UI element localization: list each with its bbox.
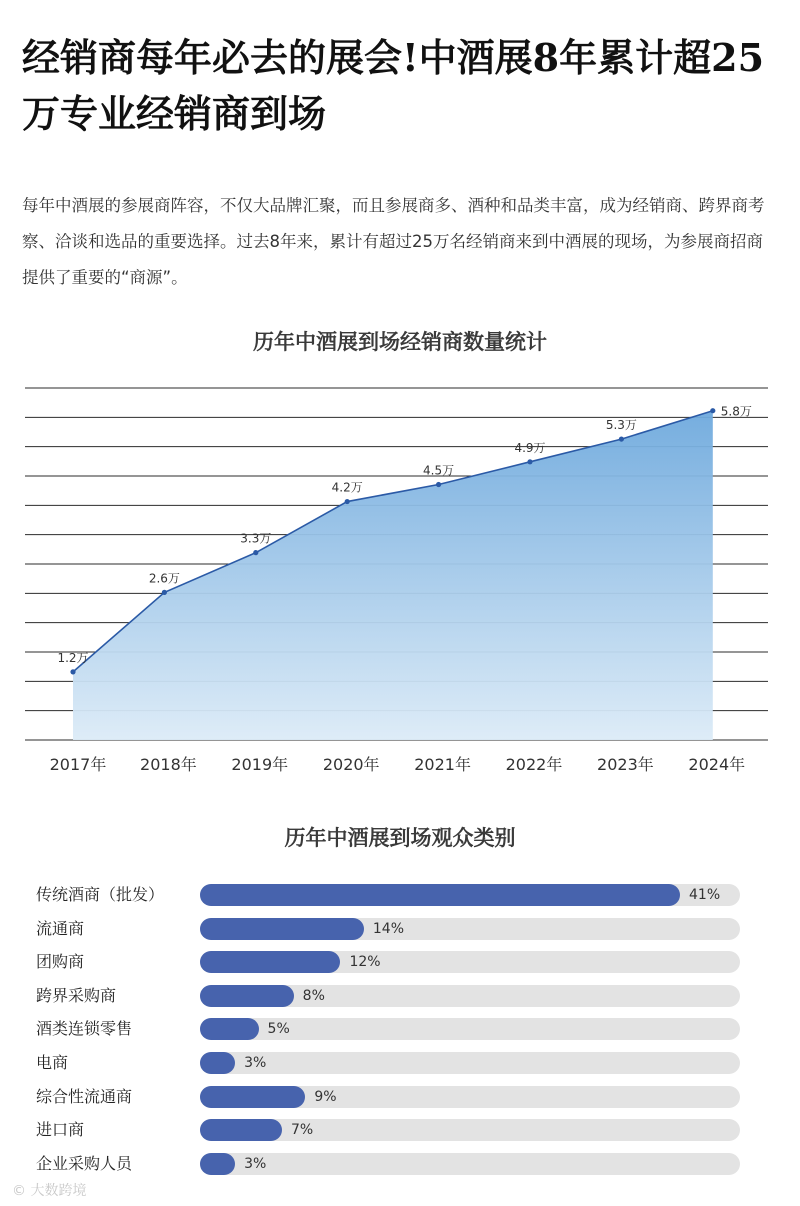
headline: 经销商每年必去的展会!中酒展8年累计超25万专业经销商到场 <box>22 35 765 136</box>
data-label: 5.8万 <box>720 404 752 419</box>
x-tick-label: 2021年 <box>414 755 471 774</box>
x-tick-label: 2024年 <box>688 755 746 774</box>
bar-value-label: 9% <box>314 1088 337 1105</box>
bar-fill <box>200 951 340 973</box>
x-tick-label: 2017年 <box>49 755 107 774</box>
bar-track <box>200 1153 740 1175</box>
bar-category-label: 进口商 <box>36 1120 85 1140</box>
bar-row <box>0 977 800 1011</box>
bar-category-label: 传统酒商（批发） <box>36 885 165 904</box>
bar-value-label: 8% <box>302 987 325 1004</box>
data-point <box>619 436 624 441</box>
dealer-count-area-chart <box>0 375 800 775</box>
data-label: 5.3万 <box>605 418 637 433</box>
bar-value-label: 41% <box>689 887 721 903</box>
bar-track <box>200 884 740 906</box>
bar-fill <box>200 1018 259 1040</box>
bar-fill <box>200 884 680 906</box>
line-chart-title: 历年中酒展到场经销商数量统计 <box>253 330 547 354</box>
bar-row <box>0 1044 800 1078</box>
data-point <box>345 499 350 504</box>
data-label: 1.2万 <box>57 650 89 665</box>
data-label: 2.6万 <box>148 571 180 586</box>
bar-value-label: 7% <box>290 1122 314 1139</box>
data-point <box>527 459 532 464</box>
data-label: 3.3万 <box>240 531 272 546</box>
bar-value-label: 12% <box>349 954 381 971</box>
x-tick-label: 2019年 <box>231 755 289 774</box>
bar-chart-title: 历年中酒展到场观众类别 <box>284 826 516 850</box>
bar-value-label: 5% <box>267 1021 290 1038</box>
x-tick-label: 2023年 <box>597 755 654 774</box>
bar-track <box>200 1086 740 1108</box>
x-tick-label: 2018年 <box>140 755 197 774</box>
data-point <box>436 482 441 487</box>
data-label: 4.5万 <box>423 463 455 478</box>
intro-paragraph: 每年中酒展的参展商阵容，不仅大品牌汇聚，而且参展商多、酒种和品类丰富，成为经销商、跨界商考察、洽谈和选品的重要选择。过去8年来，累计有超过25万名经销商来到中酒展的现场，为参展商招商提供了重要的“商源”。 <box>22 196 765 287</box>
bar-track <box>200 918 740 940</box>
bar-fill <box>200 1052 235 1074</box>
data-label: 4.9万 <box>514 440 546 455</box>
data-point <box>253 550 258 555</box>
x-tick-label: 2020年 <box>322 755 380 774</box>
bar-row <box>0 1145 800 1179</box>
bar-fill <box>200 1153 235 1175</box>
bar-track <box>200 985 740 1007</box>
bar-value-label: 3% <box>244 1155 267 1172</box>
bar-category-label: 电商 <box>36 1053 69 1072</box>
bar-category-label: 流通商 <box>36 918 85 938</box>
bar-row <box>0 1111 800 1145</box>
watermark: © 大数跨境 <box>12 1183 87 1199</box>
bar-fill <box>200 1086 305 1108</box>
bar-value-label: 14% <box>372 920 405 937</box>
bar-fill <box>200 918 364 940</box>
bar-track <box>200 1052 740 1074</box>
bar-track <box>200 1018 740 1040</box>
bar-row <box>0 1078 800 1112</box>
x-tick-label: 2022年 <box>505 755 563 774</box>
data-point <box>70 669 75 674</box>
bar-row <box>0 1010 800 1044</box>
bar-track <box>200 951 740 973</box>
bar-category-label: 综合性流通商 <box>36 1086 133 1106</box>
bar-category-label: 团购商 <box>36 952 85 972</box>
bar-row <box>0 876 800 910</box>
bar-value-label: 3% <box>244 1055 267 1071</box>
data-label: 4.2万 <box>331 480 363 495</box>
data-point <box>162 590 167 595</box>
bar-fill <box>200 985 294 1007</box>
bar-category-label: 酒类连锁零售 <box>36 1019 133 1039</box>
bar-fill <box>200 1119 282 1141</box>
bar-row <box>0 943 800 977</box>
bar-track <box>200 1119 740 1141</box>
data-point <box>710 408 715 413</box>
bar-category-label: 跨界采购商 <box>36 985 117 1005</box>
bar-row <box>0 910 800 944</box>
bar-category-label: 企业采购人员 <box>36 1153 133 1173</box>
